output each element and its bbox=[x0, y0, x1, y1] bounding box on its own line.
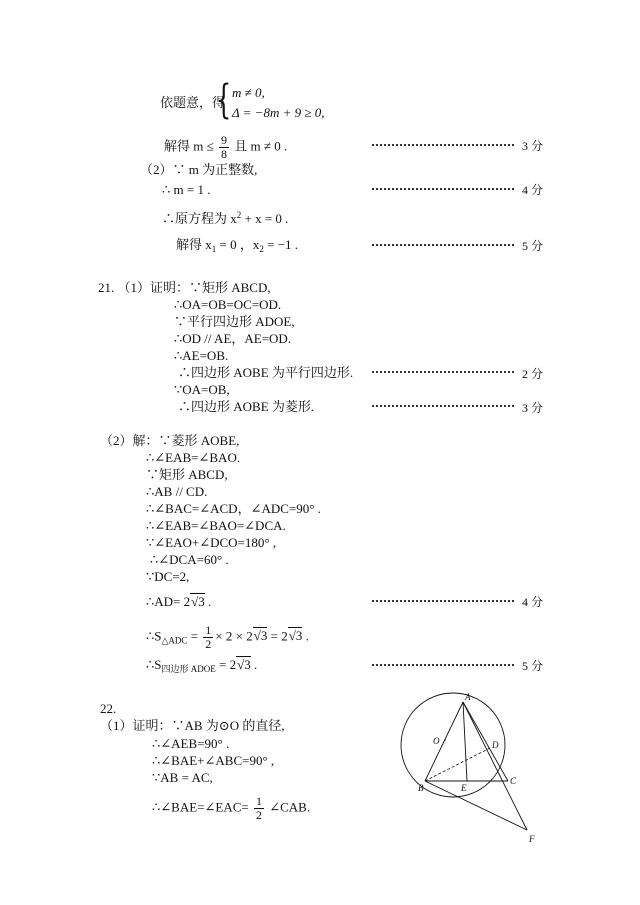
score-5b: 5 分 bbox=[522, 659, 544, 673]
p22-l4: ∵AB = AC, bbox=[152, 770, 213, 785]
segment-ae bbox=[463, 702, 467, 781]
dot-leader bbox=[372, 405, 514, 407]
p21-m4: ∴AB // CD. bbox=[146, 484, 208, 499]
p22-l2: ∴∠AEB=90° . bbox=[152, 736, 230, 751]
p20-line2-suffix: 且 m ≠ 0 . bbox=[231, 138, 288, 154]
score-4: 4 分 bbox=[522, 183, 544, 197]
segment-ac bbox=[463, 702, 508, 781]
p21-m3: ∵矩形 ABCD, bbox=[146, 467, 228, 482]
geometry-figure bbox=[395, 690, 545, 850]
p21-m2: ∴∠EAB=∠BAO. bbox=[146, 450, 241, 465]
p20-sys2: Δ = −8m + 9 ≥ 0, bbox=[232, 105, 325, 120]
segment-bd-dashed bbox=[425, 748, 490, 781]
dot-leader bbox=[372, 188, 514, 190]
score-3: 3 分 bbox=[522, 139, 544, 153]
p20-line6: 解得 $x_1 = 0$ ，$x_2 = -1$ . bbox=[176, 237, 299, 254]
dot-leader bbox=[372, 144, 514, 146]
p21-m1: （2）解：∵菱形 AOBE, bbox=[100, 433, 240, 448]
p21-l3: ∵平行四边形 ADOE, bbox=[174, 314, 295, 329]
fraction: $\frac{1}{2}$ bbox=[255, 794, 262, 822]
label-c: C bbox=[510, 776, 517, 786]
p21-l4: ∴OD // AE，AE=OD. bbox=[174, 331, 292, 346]
dot-leader bbox=[372, 600, 514, 602]
score-3b: 3 分 bbox=[522, 401, 544, 415]
p20-line2-prefix: 解得 m ≤ bbox=[164, 138, 217, 154]
fraction: $\frac{1}{2}$ bbox=[205, 623, 212, 651]
label-d: D bbox=[492, 740, 499, 750]
label-o: O bbox=[433, 736, 440, 746]
p20-line5: ∴原方程为 $x^2 + x = 0$ . bbox=[162, 210, 289, 226]
fraction: $\frac{9}{8}$ bbox=[221, 133, 227, 161]
segment-af bbox=[463, 702, 527, 830]
p21-l1: 21. （1）证明：∵矩形 ABCD, bbox=[98, 280, 271, 295]
p20-line4: ∴ m = 1 . bbox=[162, 182, 211, 197]
score-5: 5 分 bbox=[522, 239, 544, 253]
sqrt: √3 bbox=[288, 628, 303, 644]
label-f: F bbox=[529, 834, 535, 844]
p20-line2 bbox=[164, 134, 287, 161]
point-o bbox=[444, 739, 446, 741]
p21-m5: ∴∠BAC=∠ACD，∠ADC=90° . bbox=[146, 501, 321, 516]
p21-m11: $\therefore S_{\triangle ADC}$ = $\frac{1}{2}$ × 2 × 2√3 = 2√3 . bbox=[146, 623, 309, 651]
p21-l7: ∵OA=OB, bbox=[174, 382, 230, 397]
p21-m9: ∵DC=2, bbox=[146, 569, 190, 584]
p20-line3: （2）∵ m 为正整数, bbox=[140, 162, 258, 177]
p21-m8: ∴∠DCA=60° . bbox=[150, 552, 229, 567]
sqrt: √3 bbox=[253, 628, 268, 644]
score-4b: 4 分 bbox=[522, 595, 544, 609]
p20-line1: 依题意，得 bbox=[160, 95, 226, 110]
p21-l2: ∴OA=OB=OC=OD. bbox=[174, 297, 282, 312]
segment-bf bbox=[425, 781, 527, 830]
p21-l8: ∴四边形 AOBE 为菱形. bbox=[178, 399, 315, 414]
p22-l3: ∴∠BAE+∠ABC=90° , bbox=[152, 753, 275, 768]
p22-l5: ∴∠BAE=∠EAC= $\frac{1}{2}$ ∠CAB. bbox=[152, 794, 311, 822]
system-brace: { bbox=[216, 77, 232, 123]
segment-ab bbox=[425, 702, 463, 781]
p21-m6: ∴∠EAB=∠BAO=∠DCA. bbox=[146, 518, 286, 533]
sqrt: √3 bbox=[237, 657, 251, 672]
dot-leader bbox=[372, 244, 514, 246]
sqrt: √3 bbox=[191, 594, 205, 609]
p22-l1: （1）证明：∵AB 为⊙O 的直径, bbox=[100, 718, 285, 733]
p21-m7: ∵∠EAO+∠DCO=180° , bbox=[146, 535, 277, 550]
p21-m10: ∴AD= 2√3 . bbox=[146, 594, 212, 609]
p21-l6: ∴四边形 AOBE 为平行四边形. bbox=[178, 365, 354, 380]
label-a: A bbox=[465, 692, 471, 702]
dot-leader bbox=[372, 371, 514, 373]
p21-l5: ∴AE=OB. bbox=[174, 348, 229, 363]
score-2: 2 分 bbox=[522, 367, 544, 381]
label-e: E bbox=[461, 783, 467, 793]
dot-leader bbox=[372, 664, 514, 666]
p21-m12: $\therefore S_{四边形 ADOE} = 2√3$ . bbox=[146, 657, 258, 674]
p20-sys1: m ≠ 0, bbox=[232, 85, 265, 100]
p22-title: 22. bbox=[100, 701, 117, 716]
label-b: B bbox=[418, 783, 424, 793]
